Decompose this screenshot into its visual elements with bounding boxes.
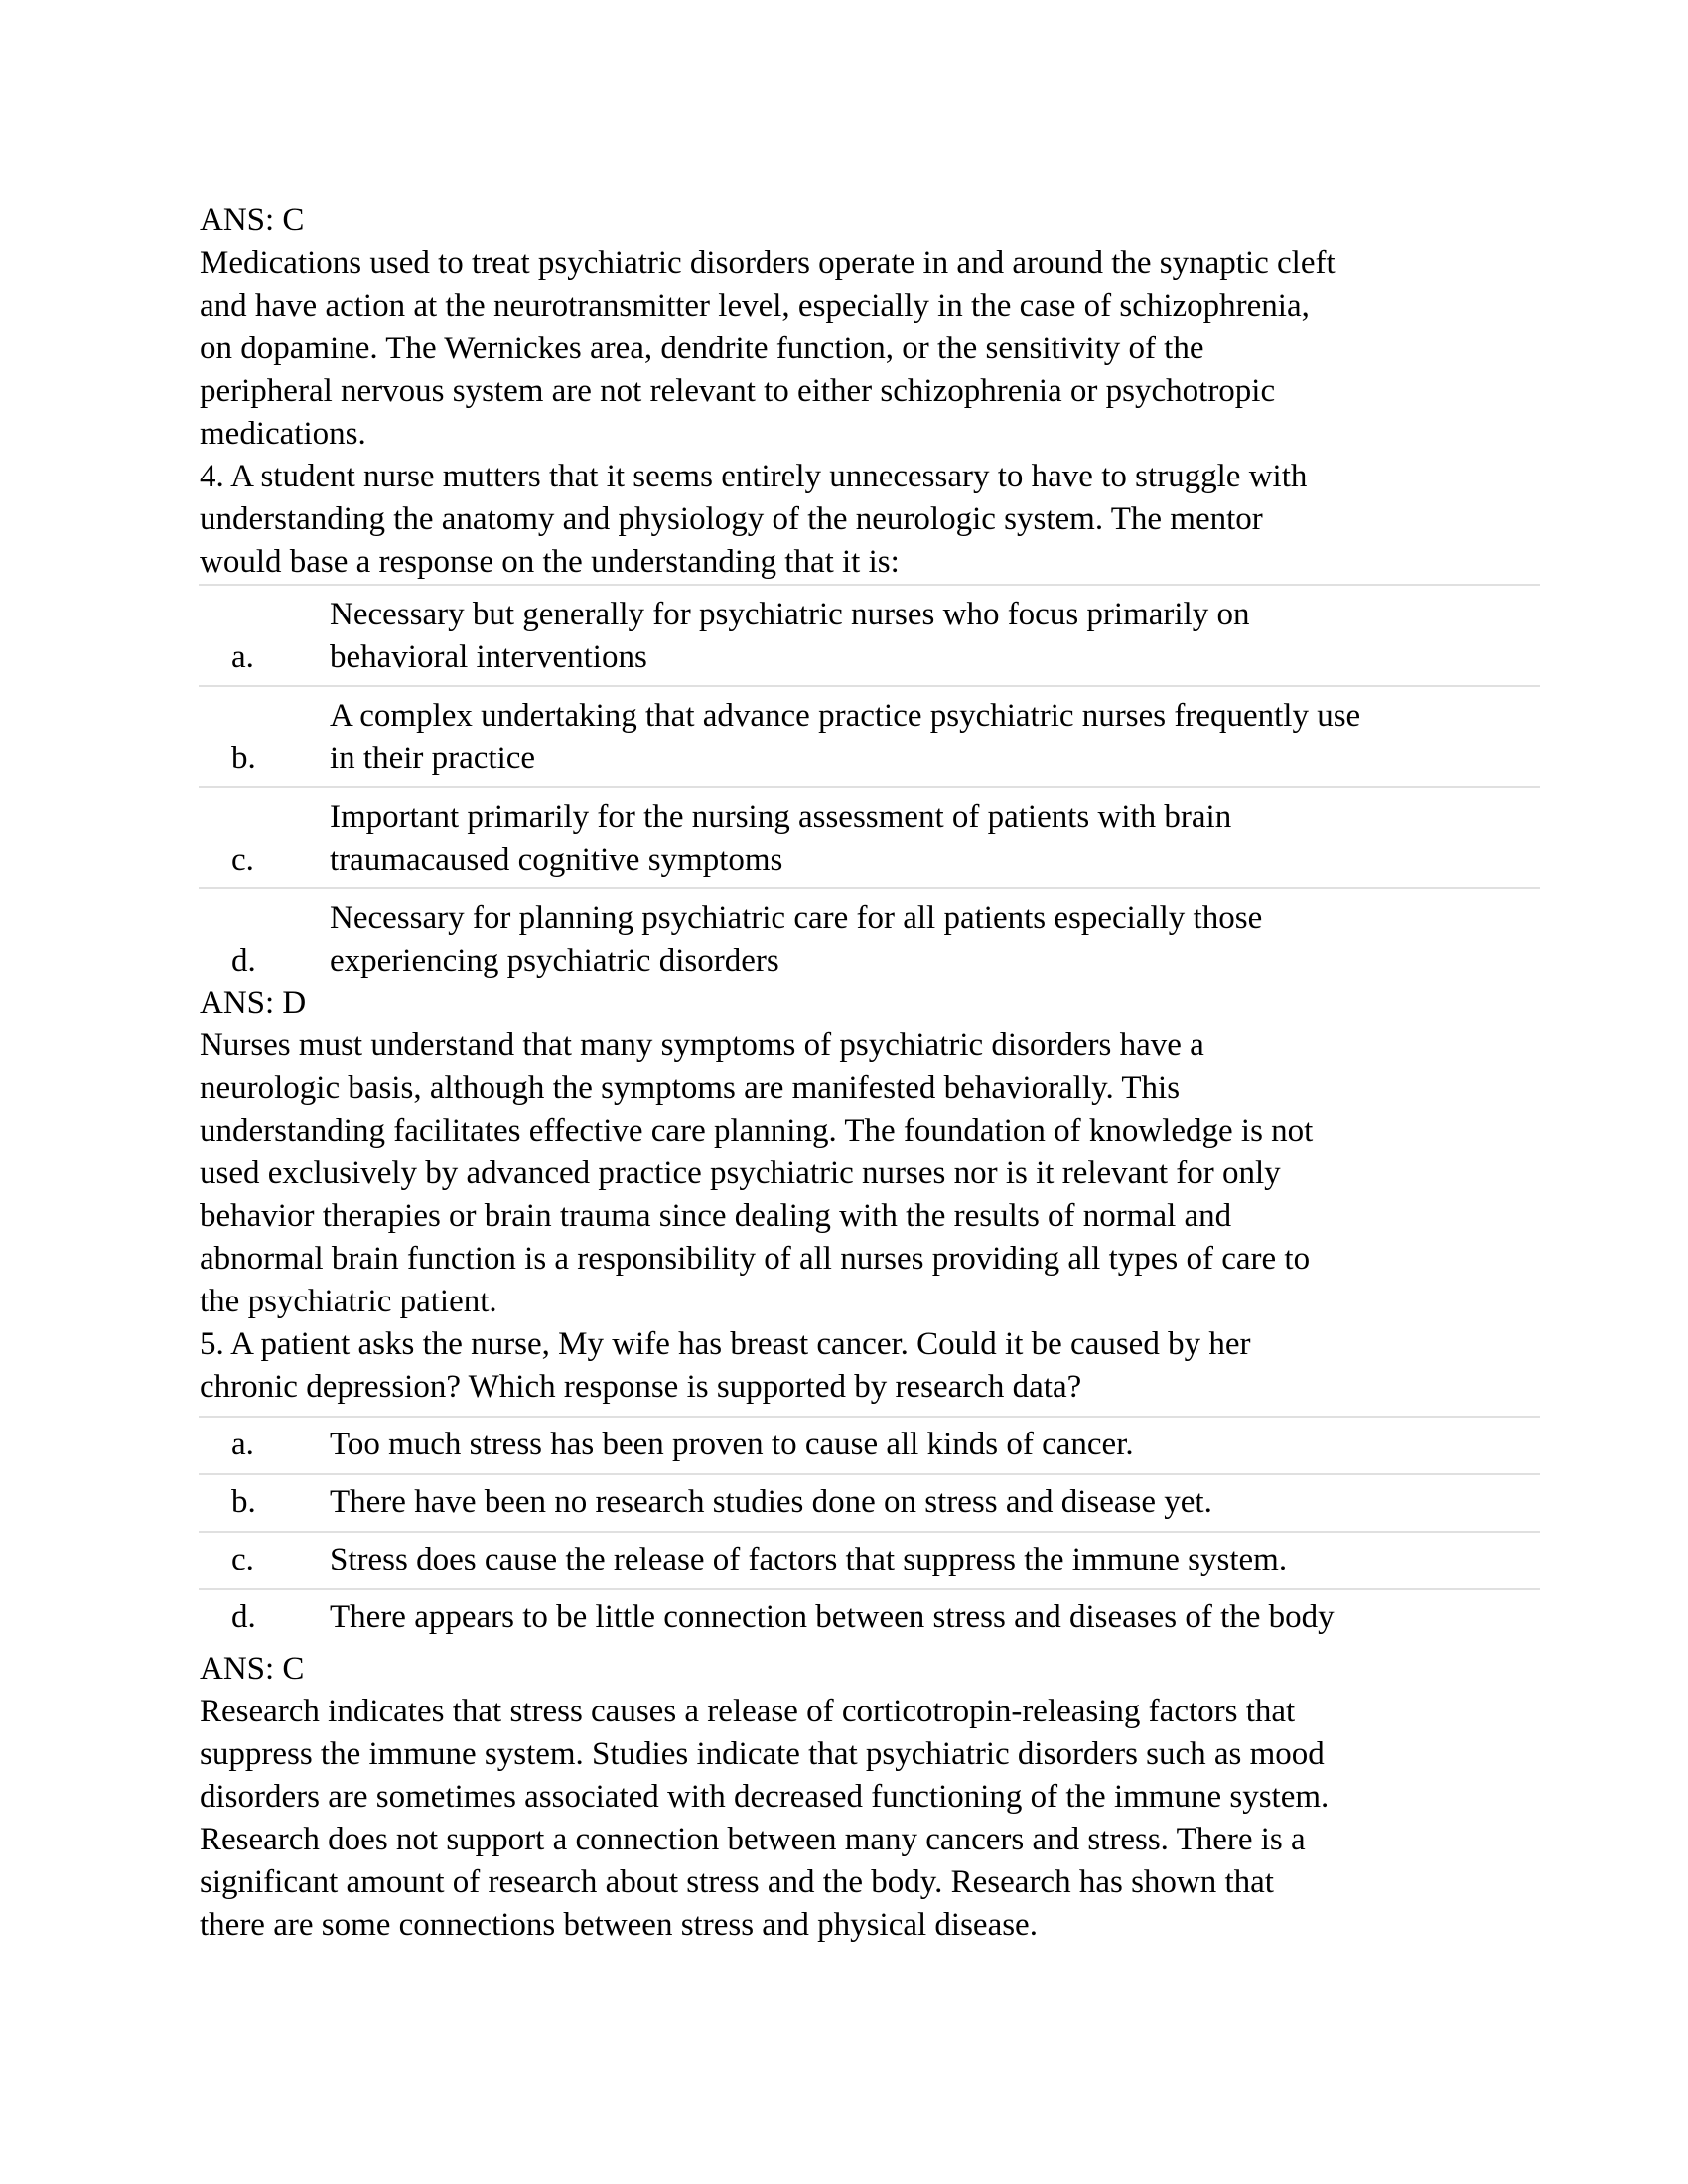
q4-rationale-line: understanding facilitates effective care planning. The foundation of knowledge is not xyxy=(200,1113,1314,1149)
q3-rationale-line: medications. xyxy=(200,416,366,452)
q4-rationale-line: behavior therapies or brain trauma since dealing with the results of normal and xyxy=(200,1198,1232,1234)
q5-question-line: chronic depression? Which response is supported by research data? xyxy=(200,1369,1082,1405)
q4-option-a xyxy=(199,584,1540,685)
option-text xyxy=(330,695,1541,780)
option-letter: a. xyxy=(231,1427,254,1462)
option-text xyxy=(330,1539,1541,1581)
q4-question-line: 4. A student nurse mutters that it seems entirely unnecessary to have to struggle with xyxy=(200,459,1308,494)
q4-rationale-line: used exclusively by advanced practice psychiatric nurses nor is it relevant for only xyxy=(200,1156,1281,1191)
q3-answer-key: ANS: C xyxy=(200,203,305,238)
q3-rationale-line: on dopamine. The Wernickes area, dendrite function, or the sensitivity of the xyxy=(200,331,1204,366)
option-text-line: A complex undertaking that advance practice psychiatric nurses frequently use xyxy=(330,698,1361,734)
option-letter: b. xyxy=(231,1484,256,1520)
q5-option-d xyxy=(199,1588,1540,1646)
q5-rationale-line: Research indicates that stress causes a release of corticotropin-releasing factors that xyxy=(200,1694,1296,1729)
option-letter: a. xyxy=(231,639,254,675)
option-text xyxy=(330,1481,1541,1524)
option-letter: d. xyxy=(231,1599,256,1635)
option-text xyxy=(330,897,1541,983)
q5-answer-section xyxy=(200,1648,1550,1947)
q4-answer-key: ANS: D xyxy=(200,985,307,1021)
option-text-line: There have been no research studies done on stress and disease yet. xyxy=(330,1484,1212,1520)
option-text-line: traumacaused cognitive symptoms xyxy=(330,842,783,878)
q4-option-c xyxy=(199,786,1540,887)
q4-option-b xyxy=(199,685,1540,786)
q4-options-table xyxy=(199,584,1540,989)
q5-option-a xyxy=(199,1416,1540,1473)
option-text-line: Stress does cause the release of factors that suppress the immune system. xyxy=(330,1542,1288,1577)
option-letter: b. xyxy=(231,741,256,776)
option-text-line: experiencing psychiatric disorders xyxy=(330,943,779,979)
q4-rationale-line: neurologic basis, although the symptoms are manifested behaviorally. This xyxy=(200,1070,1181,1106)
q5-rationale-line: Research does not support a connection between many cancers and stress. There is a xyxy=(200,1822,1306,1857)
q5-options-table xyxy=(199,1416,1540,1646)
option-text xyxy=(330,594,1541,679)
q5-question-line: 5. A patient asks the nurse, My wife has breast cancer. Could it be caused by her xyxy=(200,1326,1251,1362)
option-text-line: in their practice xyxy=(330,741,536,776)
q4-rationale-line: the psychiatric patient. xyxy=(200,1284,497,1319)
q4-rationale-line: Nurses must understand that many symptoms of psychiatric disorders have a xyxy=(200,1027,1204,1063)
q5-rationale-line: significant amount of research about stress and the body. Research has shown that xyxy=(200,1864,1274,1900)
q5-option-c xyxy=(199,1531,1540,1588)
q4-question-line: would base a response on the understanding that it is: xyxy=(200,544,900,580)
option-letter: c. xyxy=(231,1542,254,1577)
option-text-line: Necessary for planning psychiatric care for all patients especially those xyxy=(330,900,1263,936)
q4-rationale-line: abnormal brain function is a responsibility of all nurses providing all types of care to xyxy=(200,1241,1311,1277)
option-text xyxy=(330,1596,1541,1639)
q5-rationale-line: there are some connections between stress and physical disease. xyxy=(200,1907,1038,1943)
q4-option-d xyxy=(199,887,1540,989)
option-text xyxy=(330,1424,1541,1466)
q5-option-b xyxy=(199,1473,1540,1531)
option-text-line: behavioral interventions xyxy=(330,639,647,675)
option-text-line: There appears to be little connection between stress and diseases of the body xyxy=(330,1599,1335,1635)
q3-rationale-line: peripheral nervous system are not relevant to either schizophrenia or psychotropic xyxy=(200,373,1276,409)
option-text-line: Important primarily for the nursing assessment of patients with brain xyxy=(330,799,1232,835)
q4-answer-section xyxy=(200,982,1550,1409)
q3-rationale-line: and have action at the neurotransmitter level, especially in the case of schizophrenia, xyxy=(200,288,1310,324)
option-text-line: Too much stress has been proven to cause all kinds of cancer. xyxy=(330,1427,1134,1462)
option-text xyxy=(330,796,1541,882)
q4-question-line: understanding the anatomy and physiology of the neurologic system. The mentor xyxy=(200,501,1263,537)
q5-answer-key: ANS: C xyxy=(200,1651,305,1687)
option-letter: d. xyxy=(231,943,256,979)
q5-rationale-line: suppress the immune system. Studies indicate that psychiatric disorders such as mood xyxy=(200,1736,1325,1772)
q3-rationale-line: Medications used to treat psychiatric disorders operate in and around the synaptic cleft xyxy=(200,245,1336,281)
option-text-line: Necessary but generally for psychiatric nurses who focus primarily on xyxy=(330,597,1250,632)
q5-rationale-line: disorders are sometimes associated with decreased functioning of the immune system. xyxy=(200,1779,1330,1815)
q3-answer-section xyxy=(200,200,1550,584)
option-letter: c. xyxy=(231,842,254,878)
